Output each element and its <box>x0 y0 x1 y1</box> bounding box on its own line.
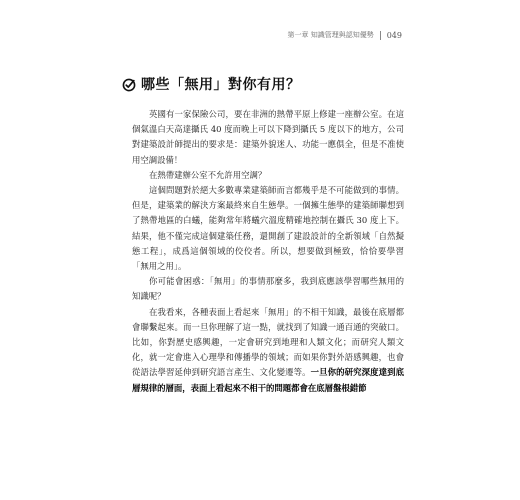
check-circle-icon <box>122 77 136 91</box>
article-body <box>132 107 404 396</box>
paragraph-4: 你可能會困惑：「無用」的事情那麼多，我到底應該學習哪些無用的知識呢？ <box>132 276 404 302</box>
paragraph-2: 在熱帶建辦公室不允許用空調？ <box>149 169 267 180</box>
header-divider <box>380 31 381 40</box>
running-header <box>287 30 402 40</box>
paragraph-5-text: 在我看來，各種表面上看起來「無用」的不相干知識，最後在底層都會聯繫起來。而一旦你理解了這一點，就找到了知識一通百通的突破口。比如，你對歷史感興趣，一定會研究到地理和人類文化；而研究人類文化，就一定會進入心理學和傳播學的領域；而如果你對外語感興趣，也會從語法學習延伸到研究語言產生、文化變遷等。 <box>132 306 404 378</box>
paragraph-3: 這個問題對於絕大多數專業建築師而言都幾乎是不可能做到的事情。但是，建築業的解決方案最終來自生態學。一個擁生態學的建築師聯想到了熱帶地區的白蟻，能夠常年將蟻穴溫度精確地控制在攝氏 30 度上下。結果，他不僅完成這個建築任務，還開創了建設設計的全新領域「自然擬態工程」，成爲這個領域的佼佼者。所以，想要做到極致，恰恰要學習「無用之用」。 <box>132 185 404 272</box>
paragraph-5 <box>132 305 404 396</box>
section-heading <box>122 74 301 94</box>
paragraph-1: 英國有一家保險公司，要在非洲的熱帶平原上修建一座辦公室。在這個氣溫白天高達攝氏 40 度而晚上可以下降到攝氏 5 度以下的地方，公司對建築設計師提出的要求是：建築外貌迷人、功能一應俱全，但是不准使用空調設備！ <box>132 109 404 165</box>
emphasis-text: 一旦你的研究深度達到底層規律的層面，表面上看起來不相干的問題都會在底層盤根錯節 <box>132 367 405 393</box>
section-title: 哪些「無用」對你有用？ <box>141 77 301 93</box>
page-number: 049 <box>386 30 402 40</box>
chapter-title: 第一章 知識管理與認知優勢 <box>287 31 374 39</box>
